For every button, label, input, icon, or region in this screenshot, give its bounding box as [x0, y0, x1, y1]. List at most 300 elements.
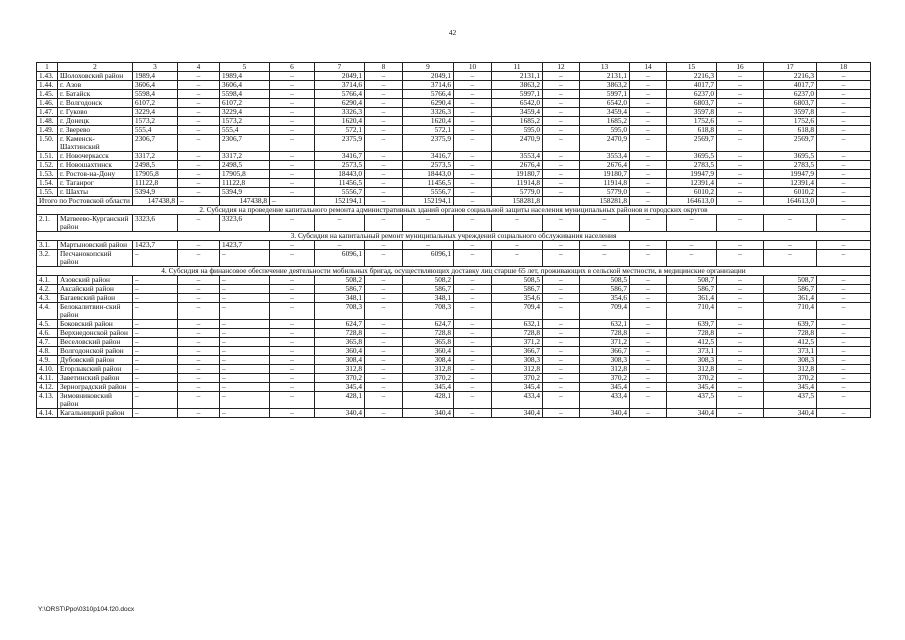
value-cell: –: [220, 303, 270, 320]
value-cell: 3459,4: [492, 108, 543, 117]
value-cell: 2306,7: [133, 135, 178, 152]
value-cell: 437,5: [764, 392, 817, 409]
value-cell: 728,8: [315, 329, 365, 338]
value-cell: –: [817, 108, 871, 117]
value-cell: 433,4: [580, 392, 630, 409]
table-row: [37, 117, 871, 126]
municipality-name: Белокалитвин-ский район: [58, 303, 133, 320]
value-cell: 1685,2: [580, 117, 630, 126]
value-cell: 6237,0: [764, 90, 817, 99]
value-cell: 586,7: [764, 285, 817, 294]
value-cell: 370,2: [667, 374, 717, 383]
value-cell: –: [365, 72, 403, 81]
value-cell: 3863,2: [492, 81, 543, 90]
value-cell: 555,4: [220, 126, 270, 135]
row-number: 1.54.: [37, 179, 58, 188]
value-cell: 354,6: [492, 294, 543, 303]
value-cell: –: [717, 135, 764, 152]
value-cell: 370,2: [764, 374, 817, 383]
value-cell: –: [178, 338, 220, 347]
value-cell: –: [365, 374, 403, 383]
value-cell: –: [454, 320, 492, 329]
table-row: [37, 356, 871, 365]
value-cell: 2783,5: [667, 161, 717, 170]
value-cell: 345,4: [764, 383, 817, 392]
municipality-name: Зерноградский район: [58, 383, 133, 392]
value-cell: 19180,7: [580, 170, 630, 179]
value-cell: –: [454, 276, 492, 285]
value-cell: –: [220, 409, 270, 418]
value-cell: –: [365, 81, 403, 90]
value-cell: 308,4: [403, 356, 454, 365]
value-cell: 312,8: [764, 365, 817, 374]
table-row: [37, 365, 871, 374]
value-cell: –: [454, 135, 492, 152]
row-number: 4.7.: [37, 338, 58, 347]
row-number: 4.6.: [37, 329, 58, 338]
municipality-name: Песчанокопский район: [58, 250, 133, 267]
column-number: 13: [580, 63, 630, 72]
value-cell: –: [178, 356, 220, 365]
value-cell: –: [220, 383, 270, 392]
value-cell: –: [817, 285, 871, 294]
value-cell: –: [630, 347, 667, 356]
value-cell: –: [717, 409, 764, 418]
row-number: 3.1.: [37, 241, 58, 250]
value-cell: 340,4: [667, 409, 717, 418]
row-number: 3.2.: [37, 250, 58, 267]
section-heading-row: [37, 232, 871, 241]
value-cell: 710,4: [667, 303, 717, 320]
table-row: [37, 338, 871, 347]
value-cell: –: [365, 179, 403, 188]
value-cell: –: [717, 347, 764, 356]
value-cell: –: [817, 409, 871, 418]
value-cell: –: [492, 241, 543, 250]
value-cell: –: [717, 285, 764, 294]
table-row: [37, 152, 871, 161]
table-row: [37, 161, 871, 170]
value-cell: –: [270, 170, 315, 179]
value-cell: 2783,5: [764, 161, 817, 170]
municipality-name: г. Каменск-Шахтинский: [58, 135, 133, 152]
value-cell: 709,4: [492, 303, 543, 320]
value-cell: –: [817, 374, 871, 383]
table-row: [37, 320, 871, 329]
value-cell: –: [543, 374, 580, 383]
value-cell: –: [178, 90, 220, 99]
value-cell: –: [365, 276, 403, 285]
column-number: 10: [454, 63, 492, 72]
table-row: [37, 179, 871, 188]
value-cell: –: [764, 215, 817, 232]
value-cell: –: [543, 303, 580, 320]
value-cell: –: [178, 170, 220, 179]
value-cell: –: [178, 161, 220, 170]
value-cell: –: [365, 215, 403, 232]
value-cell: –: [133, 329, 178, 338]
value-cell: –: [543, 152, 580, 161]
value-cell: –: [817, 99, 871, 108]
value-cell: 3863,2: [580, 81, 630, 90]
value-cell: –: [543, 241, 580, 250]
value-cell: –: [365, 161, 403, 170]
value-cell: –: [133, 276, 178, 285]
table-row: [37, 383, 871, 392]
row-number: 2.1.: [37, 215, 58, 232]
value-cell: 11122,8: [133, 179, 178, 188]
column-number: 14: [630, 63, 667, 72]
value-cell: –: [270, 126, 315, 135]
value-cell: –: [270, 303, 315, 320]
value-cell: 312,8: [403, 365, 454, 374]
value-cell: –: [365, 99, 403, 108]
total-cell: 152194,1: [315, 197, 365, 206]
value-cell: –: [403, 215, 454, 232]
value-cell: 1573,2: [220, 117, 270, 126]
value-cell: 5997,1: [580, 90, 630, 99]
row-number: 1.51.: [37, 152, 58, 161]
value-cell: –: [543, 117, 580, 126]
table-row: [37, 250, 871, 267]
value-cell: –: [454, 215, 492, 232]
page-number: 42: [448, 28, 457, 37]
value-cell: –: [133, 374, 178, 383]
value-cell: –: [817, 392, 871, 409]
value-cell: –: [178, 188, 220, 197]
value-cell: –: [543, 294, 580, 303]
value-cell: –: [365, 135, 403, 152]
value-cell: 11456,5: [403, 179, 454, 188]
value-cell: –: [403, 241, 454, 250]
table-row: [37, 135, 871, 152]
column-number: 6: [270, 63, 315, 72]
value-cell: –: [630, 99, 667, 108]
value-cell: 5598,4: [220, 90, 270, 99]
value-cell: 18443,0: [403, 170, 454, 179]
value-cell: –: [178, 126, 220, 135]
value-cell: 373,1: [764, 347, 817, 356]
value-cell: –: [133, 303, 178, 320]
value-cell: –: [270, 285, 315, 294]
value-cell: –: [454, 303, 492, 320]
value-cell: 2375,9: [403, 135, 454, 152]
value-cell: –: [178, 99, 220, 108]
value-cell: –: [178, 135, 220, 152]
value-cell: –: [365, 303, 403, 320]
value-cell: 2676,4: [492, 161, 543, 170]
value-cell: 312,8: [315, 365, 365, 374]
value-cell: 17905,8: [220, 170, 270, 179]
value-cell: 428,1: [315, 392, 365, 409]
value-cell: 340,4: [492, 409, 543, 418]
value-cell: –: [365, 241, 403, 250]
row-number: 4.3.: [37, 294, 58, 303]
value-cell: –: [717, 72, 764, 81]
municipality-name: г. Батайск: [58, 90, 133, 99]
value-cell: 3553,4: [492, 152, 543, 161]
value-cell: –: [543, 81, 580, 90]
value-cell: –: [270, 320, 315, 329]
municipality-name: Шолоховский район: [58, 72, 133, 81]
value-cell: –: [365, 188, 403, 197]
value-cell: 5598,4: [133, 90, 178, 99]
value-cell: –: [817, 72, 871, 81]
value-cell: –: [178, 303, 220, 320]
value-cell: 3326,3: [315, 108, 365, 117]
value-cell: –: [630, 303, 667, 320]
value-cell: –: [178, 409, 220, 418]
value-cell: –: [270, 188, 315, 197]
value-cell: –: [365, 294, 403, 303]
value-cell: 3606,4: [133, 81, 178, 90]
value-cell: –: [543, 72, 580, 81]
value-cell: –: [630, 108, 667, 117]
value-cell: 2470,9: [580, 135, 630, 152]
value-cell: 508,5: [492, 276, 543, 285]
value-cell: –: [717, 215, 764, 232]
value-cell: –: [220, 347, 270, 356]
value-cell: –: [717, 383, 764, 392]
value-cell: –: [717, 365, 764, 374]
value-cell: –: [454, 188, 492, 197]
value-cell: 428,1: [403, 392, 454, 409]
value-cell: –: [270, 117, 315, 126]
municipality-name: г. Ростов-на-Дону: [58, 170, 133, 179]
value-cell: –: [630, 250, 667, 267]
total-cell: 164613,0: [764, 197, 817, 206]
value-cell: –: [178, 250, 220, 267]
value-cell: –: [454, 374, 492, 383]
value-cell: 1685,2: [492, 117, 543, 126]
value-cell: 6096,1: [315, 250, 365, 267]
value-cell: –: [270, 250, 315, 267]
value-cell: –: [817, 152, 871, 161]
value-cell: –: [630, 329, 667, 338]
value-cell: 728,8: [403, 329, 454, 338]
value-cell: 366,7: [492, 347, 543, 356]
table-row: [37, 108, 871, 117]
value-cell: –: [543, 99, 580, 108]
value-cell: 3229,4: [220, 108, 270, 117]
column-number: 3: [133, 63, 178, 72]
value-cell: –: [717, 241, 764, 250]
value-cell: –: [220, 374, 270, 383]
value-cell: –: [454, 179, 492, 188]
value-cell: –: [270, 347, 315, 356]
value-cell: –: [817, 383, 871, 392]
value-cell: –: [630, 170, 667, 179]
value-cell: 728,8: [580, 329, 630, 338]
value-cell: –: [270, 338, 315, 347]
value-cell: –: [630, 188, 667, 197]
value-cell: –: [630, 81, 667, 90]
row-number: 1.50.: [37, 135, 58, 152]
value-cell: 11122,8: [220, 179, 270, 188]
value-cell: 1989,4: [220, 72, 270, 81]
value-cell: –: [817, 179, 871, 188]
value-cell: 308,4: [315, 356, 365, 365]
value-cell: –: [454, 250, 492, 267]
value-cell: 5556,7: [315, 188, 365, 197]
row-number: 4.13.: [37, 392, 58, 409]
value-cell: 624,7: [403, 320, 454, 329]
municipality-name: г. Зверево: [58, 126, 133, 135]
value-cell: –: [454, 161, 492, 170]
value-cell: 1423,7: [220, 241, 270, 250]
value-cell: –: [178, 179, 220, 188]
value-cell: 308,3: [492, 356, 543, 365]
value-cell: –: [454, 383, 492, 392]
value-cell: –: [220, 250, 270, 267]
value-cell: 370,2: [403, 374, 454, 383]
value-cell: –: [817, 241, 871, 250]
value-cell: 3416,7: [403, 152, 454, 161]
value-cell: –: [580, 215, 630, 232]
value-cell: 340,4: [315, 409, 365, 418]
value-cell: 3714,6: [403, 81, 454, 90]
value-cell: –: [543, 126, 580, 135]
value-cell: 3606,4: [220, 81, 270, 90]
value-cell: 1752,6: [667, 117, 717, 126]
value-cell: 728,8: [492, 329, 543, 338]
row-number: 1.47.: [37, 108, 58, 117]
value-cell: 1752,6: [764, 117, 817, 126]
value-cell: –: [543, 285, 580, 294]
value-cell: 345,4: [315, 383, 365, 392]
value-cell: –: [270, 99, 315, 108]
value-cell: –: [543, 392, 580, 409]
value-cell: –: [315, 215, 365, 232]
value-cell: –: [133, 320, 178, 329]
value-cell: –: [630, 215, 667, 232]
value-cell: 12391,4: [667, 179, 717, 188]
value-cell: 360,4: [315, 347, 365, 356]
value-cell: 632,1: [492, 320, 543, 329]
value-cell: –: [717, 303, 764, 320]
value-cell: 361,4: [764, 294, 817, 303]
municipality-name: Егорлыкский район: [58, 365, 133, 374]
value-cell: 5394,9: [133, 188, 178, 197]
value-cell: 1423,7: [133, 241, 178, 250]
municipality-name: Верхнедонской район: [58, 329, 133, 338]
value-cell: –: [717, 152, 764, 161]
value-cell: 3416,7: [315, 152, 365, 161]
value-cell: –: [717, 294, 764, 303]
column-number: 4: [178, 63, 220, 72]
value-cell: –: [178, 108, 220, 117]
value-cell: –: [630, 365, 667, 374]
column-number: 7: [315, 63, 365, 72]
total-cell: 147438,8: [220, 197, 270, 206]
value-cell: –: [365, 356, 403, 365]
value-cell: 5779,0: [580, 188, 630, 197]
row-number: 4.9.: [37, 356, 58, 365]
row-number: 4.12.: [37, 383, 58, 392]
total-cell: 158281,8: [492, 197, 543, 206]
value-cell: –: [220, 294, 270, 303]
value-cell: –: [178, 294, 220, 303]
table-row: [37, 90, 871, 99]
value-cell: –: [580, 250, 630, 267]
value-cell: 2573,5: [403, 161, 454, 170]
value-cell: 6290,4: [403, 99, 454, 108]
value-cell: 3323,6: [220, 215, 270, 232]
value-cell: –: [365, 250, 403, 267]
row-number: 1.46.: [37, 99, 58, 108]
value-cell: 5394,9: [220, 188, 270, 197]
column-number: 8: [365, 63, 403, 72]
value-cell: –: [270, 90, 315, 99]
value-cell: –: [365, 338, 403, 347]
value-cell: –: [543, 347, 580, 356]
table-body: [37, 63, 871, 418]
value-cell: –: [133, 347, 178, 356]
value-cell: 728,8: [764, 329, 817, 338]
value-cell: –: [220, 338, 270, 347]
value-cell: –: [717, 99, 764, 108]
value-cell: –: [817, 117, 871, 126]
value-cell: –: [270, 215, 315, 232]
value-cell: 6010,2: [667, 188, 717, 197]
value-cell: –: [667, 215, 717, 232]
value-cell: 412,5: [667, 338, 717, 347]
value-cell: 3317,2: [220, 152, 270, 161]
value-cell: 3323,6: [133, 215, 178, 232]
value-cell: –: [630, 374, 667, 383]
value-cell: 2375,9: [315, 135, 365, 152]
value-cell: –: [717, 276, 764, 285]
value-cell: 19947,9: [764, 170, 817, 179]
value-cell: –: [717, 126, 764, 135]
value-cell: 365,8: [315, 338, 365, 347]
value-cell: 6290,4: [315, 99, 365, 108]
column-number: 12: [543, 63, 580, 72]
row-number: 4.1.: [37, 276, 58, 285]
value-cell: –: [178, 347, 220, 356]
value-cell: 412,5: [764, 338, 817, 347]
value-cell: 2216,3: [764, 72, 817, 81]
value-cell: 6107,2: [220, 99, 270, 108]
column-number-row: [37, 63, 871, 72]
value-cell: 437,5: [667, 392, 717, 409]
value-cell: 2049,1: [403, 72, 454, 81]
value-cell: –: [315, 241, 365, 250]
value-cell: –: [365, 170, 403, 179]
value-cell: 2131,1: [492, 72, 543, 81]
value-cell: –: [365, 392, 403, 409]
value-cell: 2131,1: [580, 72, 630, 81]
municipality-name: Веселовский район: [58, 338, 133, 347]
value-cell: 6542,0: [580, 99, 630, 108]
value-cell: –: [630, 338, 667, 347]
value-cell: 11456,5: [315, 179, 365, 188]
value-cell: –: [365, 108, 403, 117]
value-cell: 708,3: [403, 303, 454, 320]
value-cell: 2216,3: [667, 72, 717, 81]
value-cell: 11914,8: [492, 179, 543, 188]
value-cell: 4017,7: [764, 81, 817, 90]
value-cell: 508,2: [315, 276, 365, 285]
value-cell: –: [543, 329, 580, 338]
value-cell: 345,4: [667, 383, 717, 392]
table-row: [37, 215, 871, 232]
value-cell: –: [667, 241, 717, 250]
value-cell: –: [270, 135, 315, 152]
value-cell: –: [717, 170, 764, 179]
municipality-name: г. Шахты: [58, 188, 133, 197]
value-cell: –: [270, 365, 315, 374]
